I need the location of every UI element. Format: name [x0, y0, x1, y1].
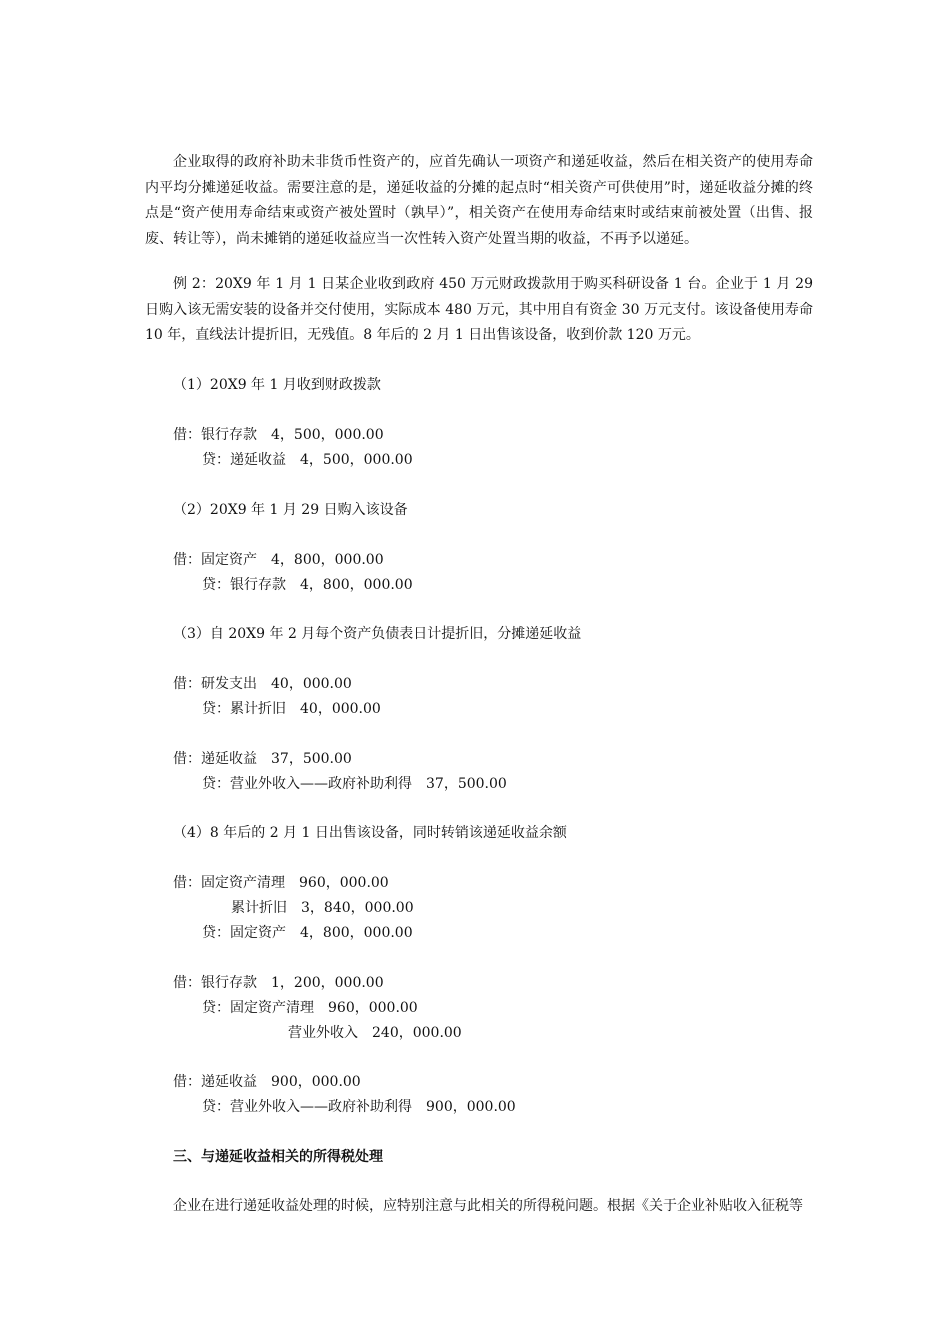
entry-credit-depreciation: 贷：累计折旧 40，000.00 — [202, 701, 381, 717]
entry-credit-deferred: 贷：递延收益 4，500，000.00 — [202, 452, 413, 468]
entry-debit-disposal: 借：固定资产清理 960，000.00 — [173, 875, 389, 891]
entry-credit-fixed-asset: 贷：固定资产 4，800，000.00 — [202, 925, 413, 941]
paragraph-income-tax: 企业在进行递延收益处理的时候，应特别注意与此相关的所得税问题。根据《关于企业补贴收入征税等 — [173, 1198, 803, 1214]
step-3-label: （3）自 20X9 年 2 月每个资产负债表日计提折旧，分摊递延收益 — [173, 626, 582, 642]
entry-debit-rd: 借：研发支出 40，000.00 — [173, 676, 352, 692]
entry-debit-deferred-balance: 借：递延收益 900，000.00 — [173, 1074, 361, 1090]
entry-credit-subsidy-gain: 贷：营业外收入——政府补助利得 900，000.00 — [202, 1099, 516, 1115]
section-heading: 三、与递延收益相关的所得税处理 — [173, 1149, 383, 1165]
entry-debit-accum-depreciation: 累计折旧 3，840，000.00 — [231, 900, 414, 916]
entry-debit-deferred: 借：递延收益 37，500.00 — [173, 751, 352, 767]
paragraph-example-2: 例 2：20X9 年 1 月 1 日某企业收到政府 450 万元财政拨款用于购买科研设备 1 台。企业于 1 月 29 日购入该无需安装的设备并交付使用，实际成本 480 万元，其中用自有资金 30 万元支付。该设备使用寿命 10 年，直线法计提折旧，无残值。8 年后的 2 月 1 日出售该设备，收到价款 120 万元。 — [145, 276, 813, 343]
entry-debit-bank-sale: 借：银行存款 1，200，000.00 — [173, 975, 384, 991]
step-2-label: （2）20X9 年 1 月 29 日购入该设备 — [173, 502, 408, 518]
step-4-label: （4）8 年后的 2 月 1 日出售该设备，同时转销该递延收益余额 — [173, 825, 567, 841]
entry-credit-nonoperating: 贷：营业外收入——政府补助利得 37，500.00 — [202, 776, 507, 792]
entry-debit-fixed-asset: 借：固定资产 4，800，000.00 — [173, 552, 384, 568]
paragraph-deferred-income-rule: 企业取得的政府补助未非货币性资产的，应首先确认一项资产和递延收益，然后在相关资产的使用寿命内平均分摊递延收益。需要注意的是，递延收益的分摊的起点时“相关资产可供使用”时，递延收益分摊的终点是“资产使用寿命结束或资产被处置时（孰早）”，相关资产在使用寿命结束时或结束前被处置（出售、报废、转让等），尚未摊销的递延收益应当一次性转入资产处置当期的收益，不再予以递延。 — [145, 154, 813, 247]
entry-credit-disposal: 贷：固定资产清理 960，000.00 — [202, 1000, 418, 1016]
step-1-label: （1）20X9 年 1 月收到财政拨款 — [173, 377, 381, 393]
entry-debit-bank: 借：银行存款 4，500，000.00 — [173, 427, 384, 443]
entry-credit-bank: 贷：银行存款 4，800，000.00 — [202, 577, 413, 593]
entry-credit-nonoperating-income: 营业外收入 240，000.00 — [288, 1025, 462, 1041]
